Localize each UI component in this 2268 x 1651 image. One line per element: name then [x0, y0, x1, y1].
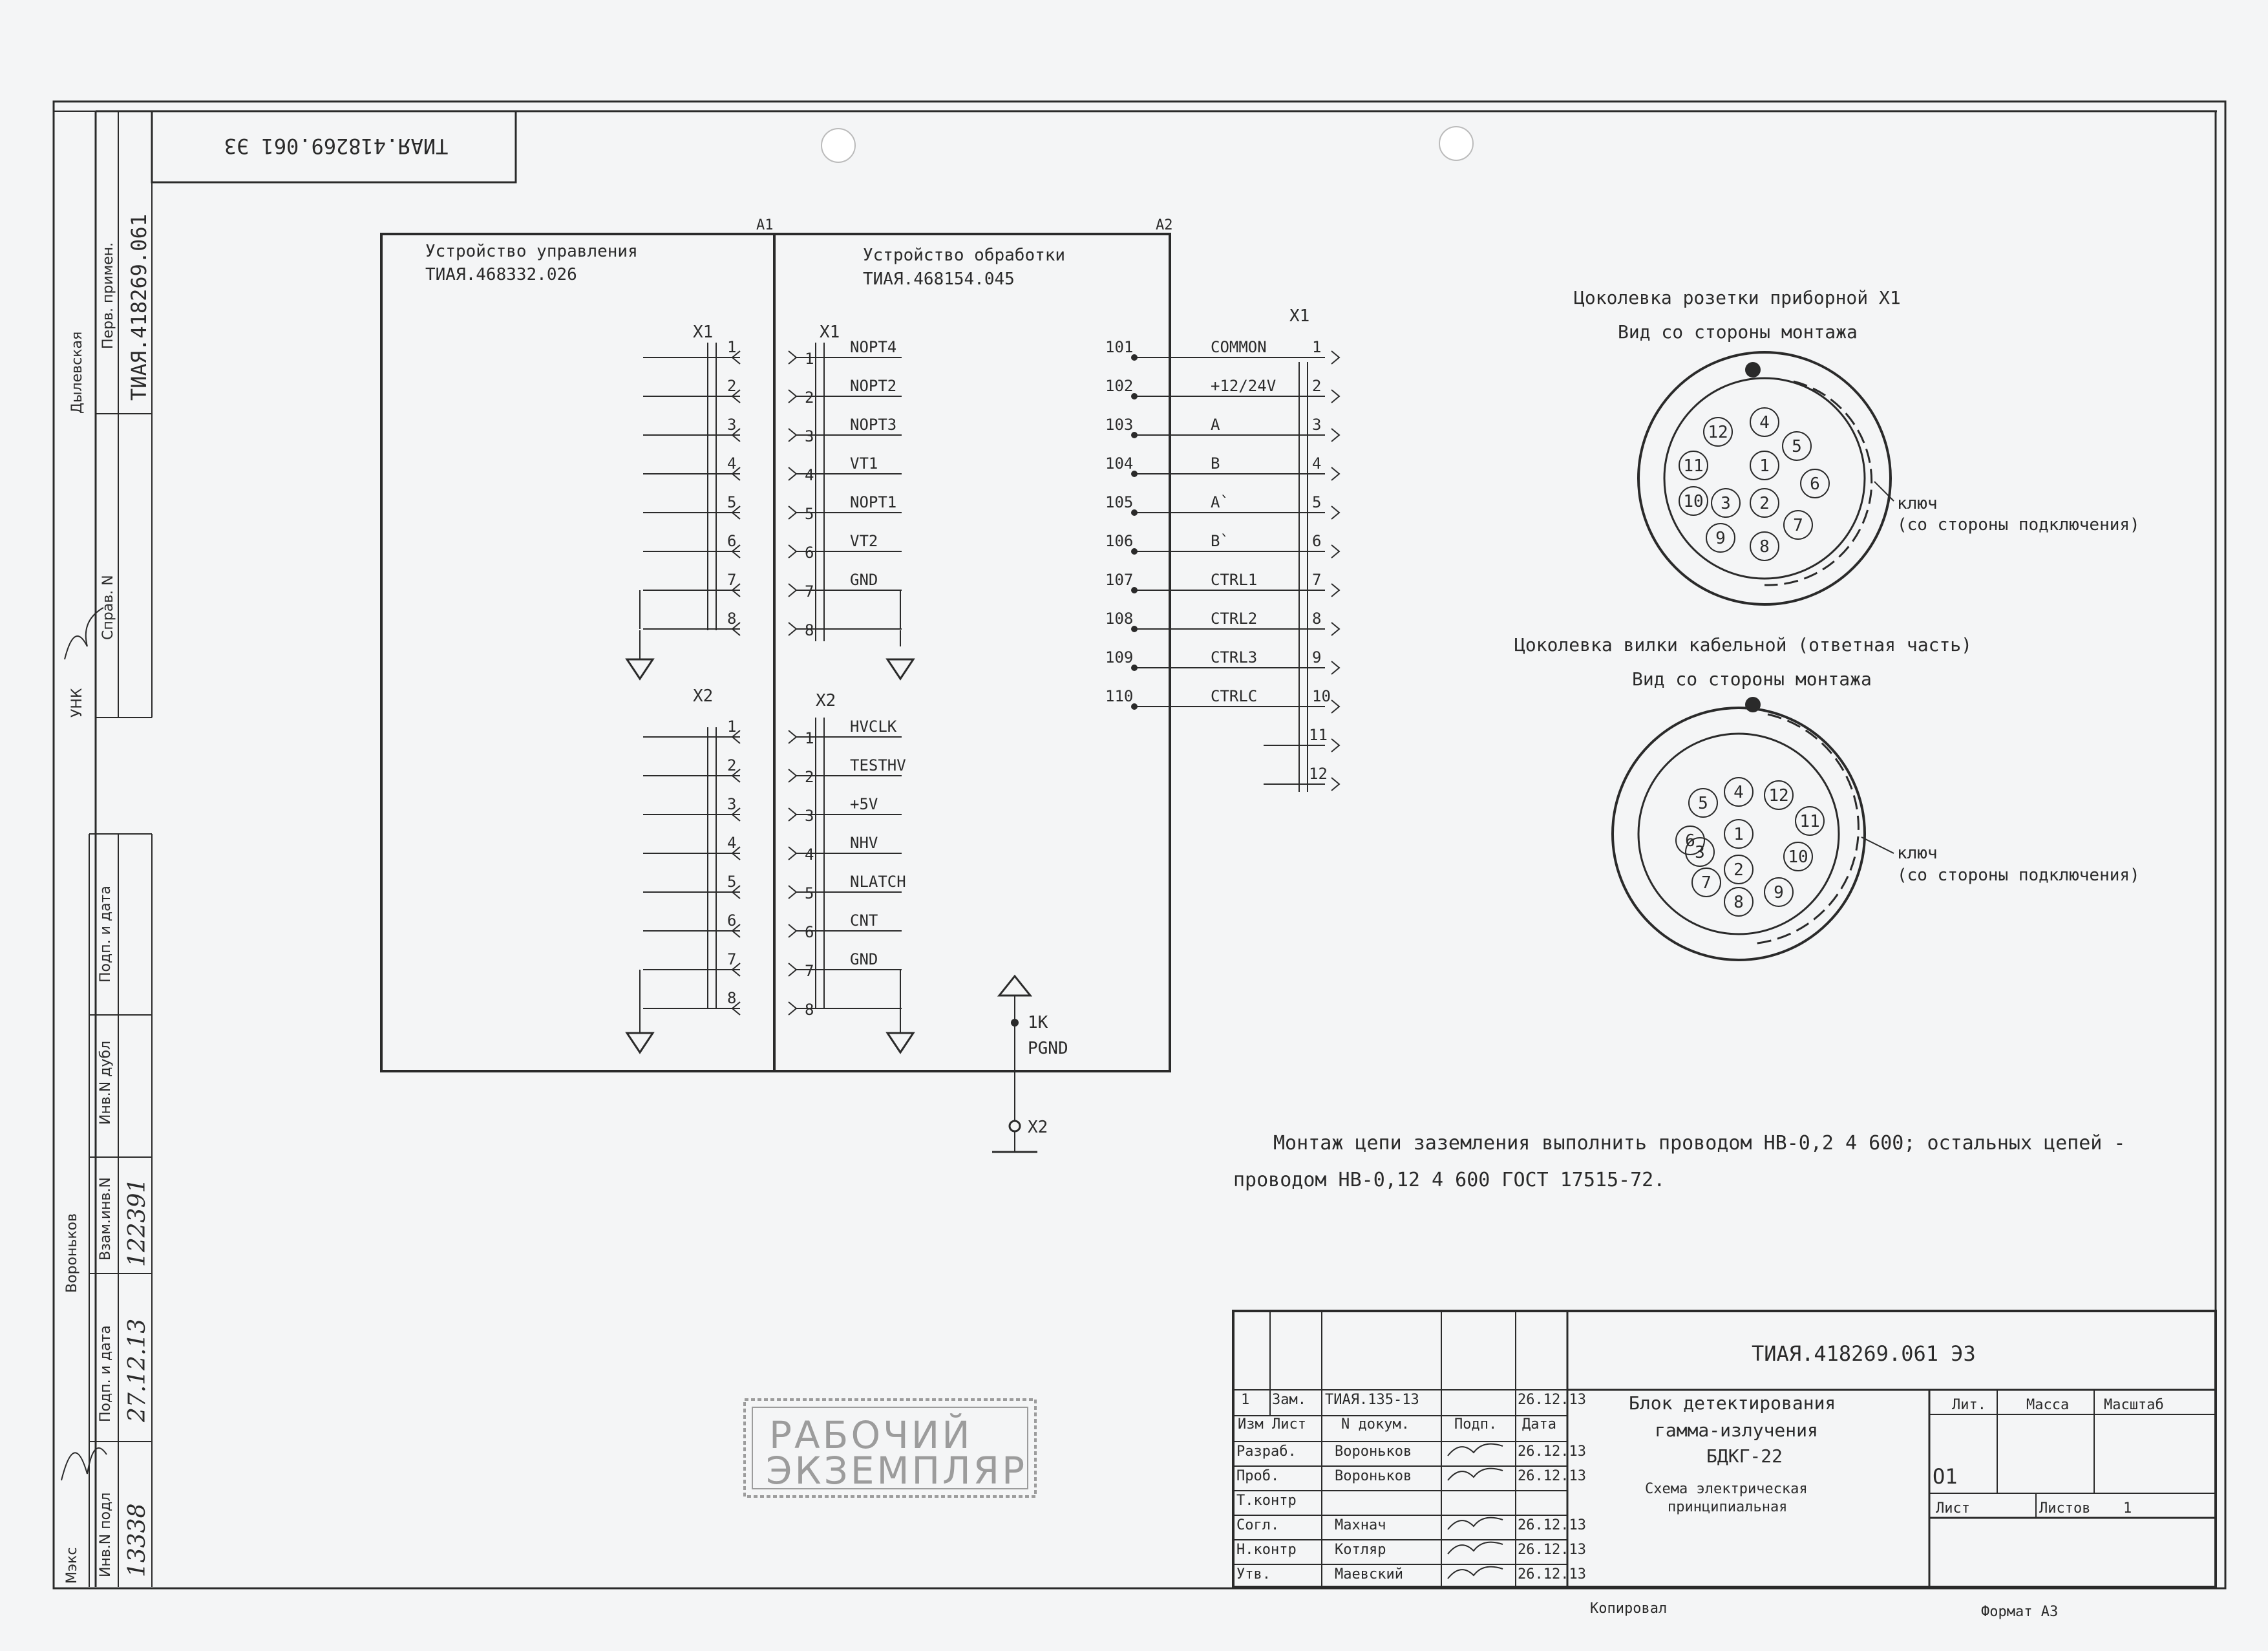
plug-pinout — [1514, 634, 2140, 960]
side-strip — [54, 111, 152, 1587]
a1-pin-number: 5 — [727, 873, 737, 891]
pin-label: 12 — [1768, 786, 1789, 805]
tb-signer-role: Т.контр — [1236, 1493, 1297, 1509]
ground-circuit — [992, 976, 1068, 1152]
tb-doctype-1: Схема электрическая — [1645, 1481, 1808, 1497]
tb-signer-role: Согл. — [1236, 1517, 1280, 1533]
a1-x2-connector — [627, 687, 740, 1052]
pin-label: 1 — [1759, 456, 1770, 476]
tb-lit-value: O1 — [1933, 1464, 1958, 1489]
block-outline — [381, 217, 1173, 1071]
note-line-1: Монтаж цепи заземления выполнить проводом НВ-0,2 4 600; остальных цепей - — [1273, 1132, 2126, 1155]
a2-signal-name: HVCLK — [850, 718, 897, 736]
a1-pin-number: 4 — [727, 834, 737, 852]
a1-pin-number: 1 — [727, 338, 737, 356]
ext-pin-number: 12 — [1309, 765, 1328, 783]
ext-wire-number: 104 — [1105, 454, 1134, 473]
a1-pin-number: 6 — [727, 911, 737, 930]
ext-wire-number: 103 — [1105, 416, 1134, 434]
ext-wire-number: 107 — [1105, 571, 1134, 589]
side-vzam-inv-value: 122391 — [124, 1178, 151, 1267]
a2-signal-name: NOPT4 — [850, 338, 897, 356]
ext-pin-number: 4 — [1312, 454, 1322, 473]
plug-title: Цоколевка вилки кабельной (ответная часть) — [1514, 634, 1973, 655]
ext-pin-number: 6 — [1312, 532, 1322, 550]
a2-signal-name: VT1 — [850, 454, 878, 473]
side-voronkov: Вороньков — [64, 1213, 80, 1293]
tb-sheets-label: Листов — [2039, 1500, 2091, 1517]
tb-signer-date: 26.12.13 — [1518, 1517, 1586, 1533]
pin-label: 7 — [1701, 873, 1712, 893]
ext-pin-number: 2 — [1312, 377, 1322, 395]
tb-sheet-label: Лист — [1936, 1500, 1970, 1517]
a1-x2-label: X2 — [693, 687, 714, 706]
tb-change-doc: ТИАЯ.135-13 — [1325, 1392, 1419, 1408]
ext-signal-name: CTRL1 — [1211, 571, 1258, 589]
tb-signer-date: 26.12.13 — [1518, 1468, 1586, 1484]
a1-pin-number: 7 — [727, 950, 737, 968]
pin-label: 8 — [1733, 893, 1744, 912]
tb-signer-date: 26.12.13 — [1518, 1566, 1586, 1582]
title-block — [1233, 1311, 2216, 1620]
ext-x1-connector — [1105, 306, 1339, 792]
ext-signal-name: CTRL2 — [1211, 610, 1258, 628]
a2-signal-name: NOPT2 — [850, 377, 897, 395]
ext-pin-number: 8 — [1312, 610, 1322, 628]
a2-pin-number: 4 — [805, 846, 814, 864]
ground-1k: 1K — [1028, 1013, 1048, 1032]
pin-label: 5 — [1792, 437, 1802, 456]
top-code-text: ТИАЯ.418269.061 Э3 — [224, 134, 449, 158]
socket-title: Цоколевка розетки приборной X1 — [1574, 287, 1901, 308]
pin-label: 5 — [1698, 794, 1708, 813]
ext-wire-number: 102 — [1105, 377, 1134, 395]
a2-x1-label: X1 — [820, 323, 840, 342]
ext-pin-number: 1 — [1312, 338, 1322, 356]
pin-label: 10 — [1683, 492, 1704, 511]
a2-pin-number: 7 — [805, 582, 814, 601]
tb-sheets-value: 1 — [2123, 1500, 2132, 1517]
tb-doctype-2: принципиальная — [1668, 1499, 1788, 1515]
side-vzam-inv-n: Взам.инв.N — [98, 1177, 114, 1261]
stamp-line-1: РАБОЧИЙ — [769, 1413, 973, 1457]
ground-pgnd: PGND — [1028, 1039, 1068, 1058]
a2-signal-name: GND — [850, 950, 878, 968]
note-line-2: проводом НВ-0,12 4 600 ГОСТ 17515-72. — [1233, 1169, 1666, 1191]
a2-pin-number: 7 — [805, 962, 814, 980]
a2-x2-label: X2 — [816, 691, 836, 710]
a1-pin-number: 3 — [727, 416, 737, 434]
ext-pin-number: 7 — [1312, 571, 1322, 589]
tb-change-num: 1 — [1241, 1392, 1250, 1408]
tb-signer-name: Маевский — [1335, 1566, 1403, 1582]
pin-label: 3 — [1695, 843, 1705, 862]
a2-signal-name: +5V — [850, 795, 878, 813]
a2-signal-name: NOPT3 — [850, 416, 897, 434]
ground-x2-label: X2 — [1028, 1118, 1048, 1137]
mounting-note — [1233, 1132, 2126, 1191]
a2-signal-name: GND — [850, 571, 878, 589]
pin-label: 2 — [1733, 860, 1744, 880]
ext-signal-name: COMMON — [1211, 338, 1267, 356]
ext-wire-number: 109 — [1105, 648, 1134, 666]
pin-label: 6 — [1810, 474, 1820, 494]
side-doc-code: ТИАЯ.418269.061 — [127, 214, 151, 401]
a1-pin-number: 1 — [727, 718, 737, 736]
a1-x1-connector — [627, 323, 740, 679]
a2-pin-number: 8 — [805, 1001, 814, 1019]
a1-pin-number: 4 — [727, 454, 737, 473]
tb-hdr-ndoc: N докум. — [1341, 1416, 1410, 1433]
a1-code: ТИАЯ.468332.026 — [425, 265, 577, 284]
socket-pinout — [1574, 287, 2140, 604]
side-unk: УНК — [69, 688, 85, 718]
side-sprav-n: Справ. N — [100, 575, 116, 640]
plug-key-note: (со стороны подключения) — [1897, 866, 2140, 885]
a1-pin-number: 8 — [727, 989, 737, 1007]
tb-name-3: БДКГ-22 — [1706, 1445, 1783, 1467]
pin-label: 9 — [1774, 883, 1784, 902]
ext-x1-label: X1 — [1289, 306, 1310, 326]
plug-key-label: ключ — [1897, 844, 1938, 863]
a1-pin-number: 3 — [727, 795, 737, 813]
a2-pin-number: 6 — [805, 544, 814, 562]
ext-wire-number: 106 — [1105, 532, 1134, 550]
pin-label: 4 — [1759, 413, 1770, 432]
tb-hdr-podp: Подп. — [1454, 1416, 1498, 1433]
side-inv-n-dubl: Инв.N дубл — [98, 1040, 114, 1125]
ext-pin-number: 10 — [1312, 687, 1331, 705]
tb-scale-header: Масштаб — [2104, 1397, 2164, 1413]
side-inv-n-podl: Инв.N подл — [98, 1492, 114, 1577]
tb-code: ТИАЯ.418269.061 Э3 — [1752, 1341, 1976, 1366]
tb-signature — [1448, 1518, 1503, 1529]
a2-name: Устройство обработки — [863, 246, 1066, 265]
ext-wire-number: 108 — [1105, 610, 1134, 628]
a2-signal-name: NHV — [850, 834, 878, 852]
tb-signer-role: Проб. — [1236, 1468, 1280, 1484]
tb-signature — [1448, 1444, 1503, 1456]
a1-pin-number: 7 — [727, 571, 737, 589]
a1-ref: A1 — [756, 217, 774, 233]
tb-signer-role: Н.контр — [1236, 1542, 1297, 1558]
a2-code: ТИАЯ.468154.045 — [863, 270, 1015, 289]
working-copy-stamp — [745, 1400, 1035, 1497]
tb-copied: Копировал — [1590, 1601, 1668, 1617]
a1-pin-number: 2 — [727, 756, 737, 774]
a2-pin-number: 6 — [805, 923, 814, 941]
ground-arrow — [999, 976, 1030, 996]
a2-ref: A2 — [1156, 217, 1173, 233]
a2-signal-name: CNT — [850, 911, 878, 930]
plug-view: Вид со стороны монтажа — [1632, 668, 1872, 690]
side-perv-primen: Перв. примен. — [100, 242, 116, 349]
tb-signer-role: Разраб. — [1236, 1443, 1297, 1460]
ext-pin-number: 5 — [1312, 493, 1322, 511]
pin-label: 1 — [1733, 825, 1744, 844]
tb-name-1: Блок детектирования — [1629, 1392, 1836, 1414]
tb-change-date: 26.12.13 — [1518, 1392, 1586, 1408]
ext-signal-name: CTRL3 — [1211, 648, 1258, 666]
tb-signature — [1448, 1469, 1503, 1480]
pin-label: 3 — [1721, 494, 1731, 513]
a1-pin-number: 2 — [727, 377, 737, 395]
pin-label: 12 — [1708, 423, 1728, 442]
side-dylevskaya: Дылевская — [69, 331, 85, 414]
tb-change-zam: Зам. — [1272, 1392, 1306, 1408]
pin-label: 10 — [1788, 847, 1808, 867]
a2-pin-number: 8 — [805, 621, 814, 639]
side-signature — [61, 1448, 107, 1480]
stamp-line-2: ЭКЗЕМПЛЯР — [766, 1449, 1028, 1493]
plug-key-dot — [1745, 697, 1761, 712]
pin-label: 7 — [1793, 516, 1803, 535]
tb-name-2: гамма-излучения — [1655, 1420, 1818, 1441]
tb-signer-role: Утв. — [1236, 1566, 1271, 1582]
a2-x2-connector — [789, 691, 913, 1052]
a2-pin-number: 3 — [805, 427, 814, 445]
a1-pin-number: 8 — [727, 610, 737, 628]
tb-signature — [1448, 1567, 1503, 1579]
a2-signal-name: TESTHV — [850, 756, 906, 774]
socket-key-dot — [1745, 362, 1761, 378]
tb-hdr-list: Лист — [1272, 1416, 1306, 1433]
ext-signal-name: B` — [1211, 532, 1229, 550]
ext-signal-name: A — [1211, 416, 1220, 434]
a1-x1-label: X1 — [693, 323, 714, 342]
tb-hdr-data: Дата — [1522, 1416, 1556, 1433]
tb-lit-header: Лит. — [1952, 1397, 1986, 1413]
socket-key-label: ключ — [1897, 494, 1938, 513]
ext-pin-number: 9 — [1312, 648, 1322, 666]
tb-format: Формат А3 — [1981, 1604, 2059, 1620]
punch-holes — [821, 127, 1473, 162]
ext-pin-number: 11 — [1309, 726, 1328, 744]
pin-label: 6 — [1685, 831, 1695, 851]
ext-wire-number: 105 — [1105, 493, 1134, 511]
pin-label: 11 — [1683, 456, 1704, 476]
ext-signal-name: B — [1211, 454, 1220, 473]
socket-key-note: (со стороны подключения) — [1897, 515, 2140, 535]
socket-view: Вид со стороны монтажа — [1618, 321, 1858, 343]
a2-pin-number: 1 — [805, 350, 814, 368]
tb-hdr-izm: Изм — [1238, 1416, 1264, 1433]
a2-signal-name: NOPT1 — [850, 493, 897, 511]
a1-pin-number: 5 — [727, 493, 737, 511]
a1-pin-number: 6 — [727, 532, 737, 550]
tb-signer-name: Вороньков — [1335, 1468, 1412, 1484]
side-inv-podl-value: 13338 — [124, 1503, 151, 1577]
pin-label: 11 — [1799, 812, 1820, 831]
a2-pin-number: 1 — [805, 729, 814, 747]
tb-signer-name: Вороньков — [1335, 1443, 1412, 1460]
side-podp-data-1: Подп. и дата — [98, 886, 114, 983]
ext-signal-name: A` — [1211, 493, 1229, 511]
a1-name: Устройство управления — [425, 242, 638, 261]
a2-pin-number: 3 — [805, 807, 814, 825]
side-maks: Мэкс — [64, 1547, 80, 1584]
a2-pin-number: 5 — [805, 884, 814, 902]
top-code-box — [152, 111, 516, 182]
side-podp-data-2: Подп. и дата — [98, 1325, 114, 1422]
pin-label: 4 — [1733, 783, 1744, 802]
tb-signer-date: 26.12.13 — [1518, 1542, 1586, 1558]
tb-mass-header: Масса — [2026, 1397, 2070, 1413]
ext-wire-number: 110 — [1105, 687, 1134, 705]
ext-signal-name: +12/24V — [1211, 377, 1277, 395]
a2-pin-number: 5 — [805, 505, 814, 523]
tb-signer-name: Махнач — [1335, 1517, 1386, 1533]
pin-label: 2 — [1759, 494, 1770, 513]
socket-outer-ring — [1638, 352, 1891, 604]
side-signature-upper — [65, 608, 103, 659]
pin-label: 9 — [1715, 529, 1726, 548]
side-date-value: 27.12.13 — [124, 1318, 151, 1422]
tb-signer-name: Котляр — [1335, 1542, 1386, 1558]
tb-signature — [1448, 1542, 1503, 1554]
tb-signer-date: 26.12.13 — [1518, 1443, 1586, 1460]
a2-pin-number: 2 — [805, 389, 814, 407]
a2-pin-number: 4 — [805, 466, 814, 484]
pin-label: 8 — [1759, 537, 1770, 557]
ext-pin-number: 3 — [1312, 416, 1322, 434]
ext-signal-name: CTRLC — [1211, 687, 1258, 705]
a2-pin-number: 2 — [805, 768, 814, 786]
a2-signal-name: NLATCH — [850, 873, 906, 891]
a2-signal-name: VT2 — [850, 532, 878, 550]
ext-wire-number: 101 — [1105, 338, 1134, 356]
a2-x1-connector — [789, 323, 913, 679]
